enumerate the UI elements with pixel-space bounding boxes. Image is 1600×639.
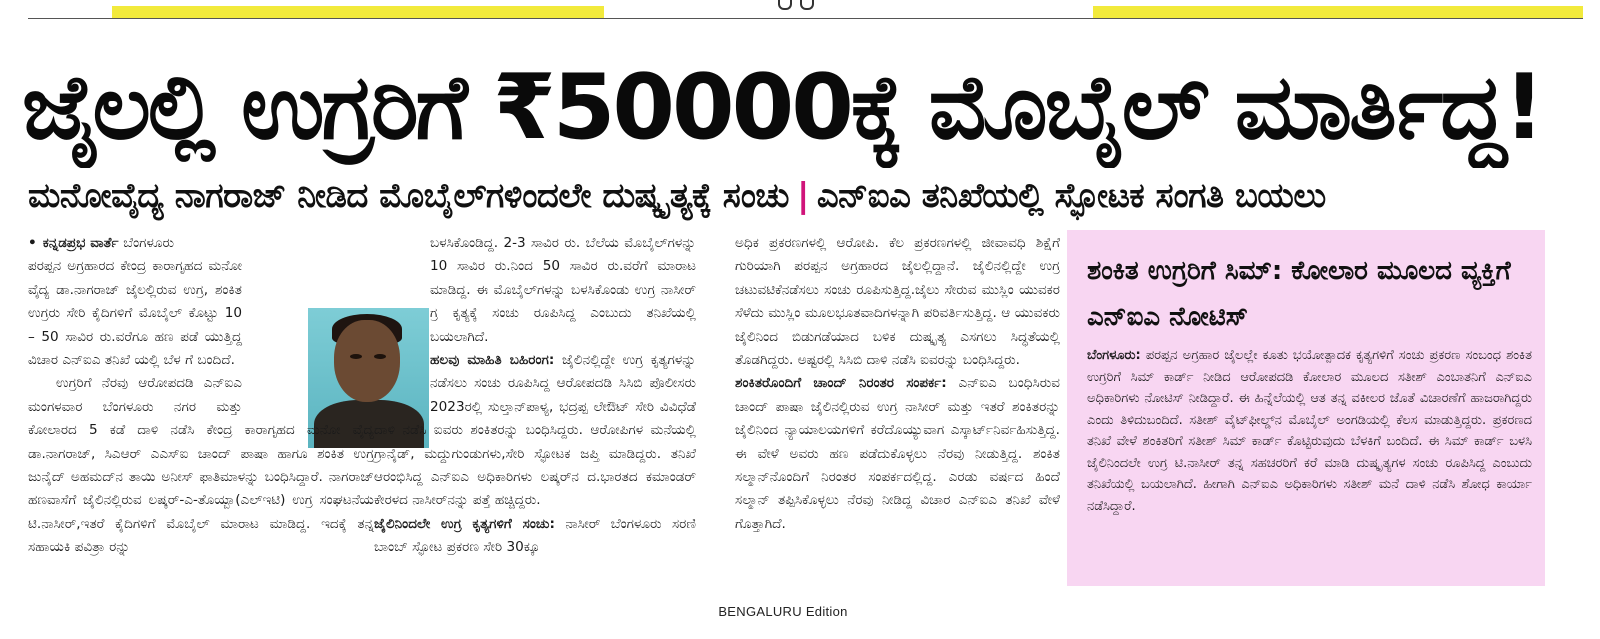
masthead-ornament	[760, 0, 830, 10]
top-rule	[28, 18, 1583, 19]
sidebar-text: ಪರಪ್ಪನ ಅಗ್ರಹಾರ ಜೈಲಲ್ಲೇ ಕೂತು ಭಯೋತ್ಪಾದಕ ಕೃತ್ಯಗಳಿಗೆ ಸಂಚು ಪ್ರಕರಣ ಸಂಬಂಧ ಶಂಕಿತ ಉಗ್ರರಿಗೆ ಸಿಮ್ ಕಾರ್ಡ್ ನೀಡಿದ ಆರೋಪದಡಿ ಕೋಲಾರ ಮೂಲದ ಸತೀಶ್ ಎಂಬಾತನಿಗೆ ಎನ್‌ಐಎ ಅಧಿಕಾರಿಗಳು ನೋಟಿಸ್ ನೀಡಿದ್ದಾರೆ. ಈ ಹಿನ್ನೆಲೆಯಲ್ಲಿ ಆತ ತನ್ನ ವಕೀಲರ ಜೊತೆ ವಿಚಾರಣೆಗೆ ಹಾಜರಾಗಿದ್ದರು ಎಂದು ತಿಳಿದುಬಂದಿದೆ. ಸತೀಶ್ ವೈಟ್‌ಫೀಲ್ಡ್‌ನ ಮೊಬೈಲ್ ಅಂಗಡಿಯಲ್ಲಿ ಕೆಲಸ ಮಾಡುತ್ತಿದ್ದರು. ಪ್ರಕರಣದ ತನಿಖೆ ವೇಳೆ ಶಂಕಿತರಿಗೆ ಸತೀಶ್ ಸಿಮ್ ಕಾರ್ಡ್ ಕೊಟ್ಟಿರುವುದು ಬೆಳಕಿಗೆ ಬಂದಿದೆ. ಈ ಸಿಮ್ ಕಾರ್ಡ್ ಬಳಸಿ ಜೈಲಿನಿಂದಲೇ ಉಗ್ರ ಟಿ.ನಾಸೀರ್ ತನ್ನ ಸಹಚರರಿಗೆ ಕರೆ ಮಾಡಿ ದುಷ್ಕೃತ್ಯಗಳ ಸಂಚು ರೂಪಿಸಿದ್ದ ಎಂಬುದು ತನಿಖೆಯಲ್ಲಿ ಬಯಲಾಗಿದೆ. ಹೀಗಾಗಿ ಎನ್‌ಐಎ ಅಧಿಕಾರಿಗಳು ಸತೀಶ್ ಮನೆ ದಾಳಿ ನಡೆಸಿ ಶೋಧ ಕಾರ್ಯಾ ನಡೆಸಿದ್ದಾರೆ.	[1087, 348, 1532, 514]
article-subheading: ಶಂಕಿತರೊಂದಿಗೆ ಚಾಂದ್ ನಿರಂತರ ಸಂಪರ್ಕ:	[735, 375, 947, 392]
article-text: ಎನ್‌ಐಎ ಬಂಧಿಸಿರುವ ಚಾಂದ್ ಪಾಷಾ ಜೈಲಿನಲ್ಲಿರುವ ಉಗ್ರ ನಾಸೀರ್ ಮತ್ತು ಇತರೆ ಶಂಕಿತರನ್ನು ಜೈಲಿನಿಂದ ನ್ಯಾಯಾಲಯಗಳಿಗೆ ಕರೆದೊಯ್ಯುವಾಗ ಎಸ್ಕಾರ್ಟ್‌ನಿರ್ವಹಿಸುತ್ತಿದ್ದ. ಈ ವೇಳೆ ಅವರು ಹಣ ಪಡೆದುಕೊಳ್ಳಲು ನೆರವು ನೀಡುತ್ತಿದ್ದ. ಶಂಕಿತ ಸಲ್ಮಾನ್‌ನೊಂದಿಗೆ ನಿರಂತರ ಸಂಪರ್ಕದಲ್ಲಿದ್ದ. ಎರಡು ವರ್ಷದ ಹಿಂದೆ ಸಲ್ಮಾನ್ ತಪ್ಪಿಸಿಕೊಳ್ಳಲು ನೆರವು ನೀಡಿದ್ದ ವಿಚಾರ ಎನ್‌ಐಎ ತನಿಖೆ ವೇಳೆ ಗೊತ್ತಾಗಿದೆ.	[735, 375, 1061, 532]
article-text: ಜೈಲಿನಲ್ಲಿದ್ದೇ ಉಗ್ರ ಕೃತ್ಯಗಳನ್ನು ನಡೆಸಲು ಸಂಚು ರೂಪಿಸಿದ್ದ ಆರೋಪದಡಿ ಸಿಸಿಬಿ ಪೊಲೀಸರು 2023ರಲ್ಲಿ ಸುಲ್ತಾನ್‌ಪಾಳ್ಯ, ಭದ್ರಪ್ಪ ಲೇಔಟ್ ಸೇರಿ ವಿವಿಧೆಡೆ ದಾಳಿ ನಡೆಸಿ ಐವರು ಶಂಕಿತರನ್ನು ಬಂಧಿಸಿದ್ದರು. ಆರೋಪಿಗಳ ಮನೆಯಲ್ಲಿ ಗ್ರಾನೈಡ್, ಮದ್ದುಗುಂಡುಗಳು,ಸೇರಿ ಸ್ಫೋಟಕ ಜಪ್ತಿ ಮಾಡಿದ್ದರು. ತನಿಖೆ ಆರಂಭಿಸಿದ್ದ ಎನ್‌ಐಎ ಅಧಿಕಾರಿಗಳು ಲಷ್ಕರ್‌ನ ದ.ಭಾರತದ ಕಮಾಂಡರ್ ಕೇರಳದ ನಾಸೀರ್‌ನನ್ನು ಪತ್ತೆ ಹಚ್ಚಿದ್ದರು.	[374, 352, 696, 509]
article-subheading: ಜೈಲಿನಿಂದಲೇ ಉಗ್ರ ಕೃತ್ಯಗಳಿಗೆ ಸಂಚು:	[374, 515, 555, 532]
article-column-3	[735, 232, 1060, 536]
dateline-agency: ಕನ್ನಡಪ್ರಭ ವಾರ್ತೆ	[42, 235, 119, 251]
subhead-right: ಎನ್‌ಐಎ ತನಿಖೆಯಲ್ಲಿ ಸ್ಫೋಟಕ ಸಂಗತಿ ಬಯಲು	[816, 176, 1326, 216]
dateline-city: ಬೆಂಗಳೂರು	[123, 235, 175, 251]
subhead-separator: |	[796, 176, 809, 216]
article-column-2	[374, 232, 696, 560]
sidebar-body	[1087, 345, 1532, 517]
sidebar-title: ಶಂಕಿತ ಉಗ್ರರಿಗೆ ಸಿಮ್: ಕೋಲಾರ ಮೂಲದ ವ್ಯಕ್ತಿಗೆ ಎನ್‌ಐಎ ನೋಟಿಸ್	[1087, 256, 1511, 332]
article-paragraph	[374, 513, 696, 560]
top-yellow-bar-left	[112, 6, 604, 18]
article-paragraph: ಬಳಸಿಕೊಂಡಿದ್ದ. 2-3 ಸಾವಿರ ರು. ಬೆಲೆಯ ಮೊಬೈಲ್‌ಗಳನ್ನು 10 ಸಾವಿರ ರು.ನಿಂದ 50 ಸಾವಿರ ರು.ವರೆಗೆ ಮಾರಾಟ ಮಾಡಿದ್ದ. ಈ ಮೊಬೈಲ್‌ಗಳನ್ನು ಬಳಸಿಕೊಂಡು ಉಗ್ರ ನಾಸೀರ್ ಗ್ರ ಕೃತ್ಯಕ್ಕೆ ಸಂಚು ರೂಪಿಸಿದ್ದ ಎಂಬುದು ತನಿಖೆಯಲ್ಲಿ ಬಯಲಾಗಿದೆ.	[430, 235, 696, 345]
article-paragraph: ಪರಪ್ಪನ ಅಗ್ರಹಾರದ ಕೇಂದ್ರ ಕಾರಾಗೃಹದ ಮನೋ ವೈದ್ಯ ಡಾ.ನಾಗರಾಜ್ ಜೈಲಲ್ಲಿರುವ ಉಗ್ರ, ಶಂಕಿತ ಉಗ್ರರು ಸೇರಿ ಕೈದಿಗಳಿಗೆ ಮೊಬೈಲ್ ಕೊಟ್ಟು 10 – 50 ಸಾವಿರ ರು.ವರೆಗೂ ಹಣ ಪಡೆ ಯುತ್ತಿದ್ದ ವಿಚಾರ ಎನ್‌ಐಎ ತನಿಖೆ ಯಲ್ಲಿ ಬೆಳ ಗೆ ಬಂದಿದೆ.	[28, 258, 242, 369]
article-column-1	[28, 232, 374, 560]
subheadline	[28, 170, 1588, 222]
edition-label: BENGALURU Edition	[718, 604, 848, 619]
article-paragraph: ಅಧಿಕ ಪ್ರಕರಣಗಳಲ್ಲಿ ಆರೋಪಿ. ಕೆಲ ಪ್ರಕರಣಗಳಲ್ಲಿ ಜೀವಾವಧಿ ಶಿಕ್ಷೆಗೆ ಗುರಿಯಾಗಿ ಪರಪ್ಪನ ಅಗ್ರಹಾರದ ಜೈಲಲ್ಲಿದ್ದಾನೆ. ಜೈಲಿನಲ್ಲಿದ್ದೇ ಉಗ್ರ ಚಟುವಟಿಕೆನಡೆಸಲು ಸಂಚು ರೂಪಿಸುತ್ತಿದ್ದ.ಜೈಲು ಸೇರುವ ಮುಸ್ಲಿಂ ಯುವಕರ ಸೆಳೆದು ಮುಸ್ಲಿಂ ಮೂಲಭೂತವಾದಿಗಳನ್ನಾಗಿ ಪರಿವರ್ತಿಸುತ್ತಿದ್ದ. ಆ ಯುವಕರು ಜೈಲಿನಿಂದ ಬಿಡುಗಡೆಯಾದ ಬಳಿಕ ದುಷ್ಕೃತ್ಯ ಎಸಗಲು ಸಿದ್ಧತೆಯಲ್ಲಿ ತೊಡಗಿದ್ದರು. ಅಷ್ಟರಲ್ಲಿ ಸಿಸಿಬಿ ದಾಳಿ ನಡೆಸಿ ಐವರನ್ನು ಬಂಧಿಸಿದ್ದರು.	[735, 235, 1060, 369]
article-subheading: ಹಲವು ಮಾಹಿತಿ ಬಹಿರಂಗ:	[430, 352, 555, 369]
dateline-bullet: •	[28, 235, 37, 251]
sidebar-box	[1067, 230, 1545, 586]
subhead-left: ಮನೋವೈದ್ಯ ನಾಗರಾಜ್ ನೀಡಿದ ಮೊಬೈಲ್‌ಗಳಿಂದಲೇ ದುಷ್ಕೃತ್ಯಕ್ಕೆ ಸಂಚು	[28, 176, 789, 216]
sidebar-lead: ಬೆಂಗಳೂರು:	[1087, 348, 1141, 363]
article-paragraph: ಉಗ್ರರಿಗೆ ನೆರವು ಆರೋಪದಡಿ ಎನ್‌ಐಎ ಮಂಗಳವಾರ ಬೆಂಗಳೂರು ನಗರ ಮತ್ತು ಕೋಲಾರದ 5 ಕಡೆ ದಾಳಿ ನಡೆಸಿ ಕೇಂದ್ರ ಕಾರಾಗೃಹದ ಮನೋ ವೈದ್ಯ ಡಾ.ನಾಗರಾಜ್, ಸಿಎಆರ್ ಎಎಸ್‌ಐ ಚಾಂದ್ ಪಾಷಾ ಹಾಗೂ ಶಂಕಿತ ಉಗ್ರ ಜುನೈದ್ ಅಹಮದ್‌ನ ತಾಯಿ ಅನೀಸ್ ಫಾತಿಮಾಳನ್ನು ಬಂಧಿಸಿದ್ದಾರೆ. ನಾಗರಾಜ್ ಹಣವಾಸೆಗೆ ಜೈಲಿನಲ್ಲಿರುವ ಲಷ್ಕರ್-ಎ-ತೊಯ್ಬಾ(ಎಲ್‌ಇಟಿ) ಉಗ್ರ ಸಂಘಟನೆಯ ಟಿ.ನಾಸೀರ್,ಇತರೆ ಕೈದಿಗಳಿಗೆ ಮೊಬೈಲ್ ಮಾರಾಟ ಮಾಡಿದ್ದ. ಇದಕ್ಕೆ ತನ್ನ ಸಹಾಯಕಿ ಪವಿತ್ರಾ ರನ್ನು	[28, 375, 374, 556]
article-paragraph	[735, 372, 1060, 536]
article-text: ನಾಸೀರ್ ಬೆಂಗಳೂರು ಸರಣಿ ಬಾಂಬ್ ಸ್ಫೋಟ ಪ್ರಕರಣ ಸೇರಿ 30ಕ್ಕೂ	[374, 515, 696, 556]
headline: ಜೈಲಲ್ಲಿ ಉಗ್ರರಿಗೆ ₹50000ಕ್ಕೆ ಮೊಬೈಲ್ ಮಾರ್ತಿದ್ದ!	[22, 55, 1542, 160]
top-yellow-bar-right	[1093, 6, 1583, 18]
dateline	[28, 232, 374, 255]
